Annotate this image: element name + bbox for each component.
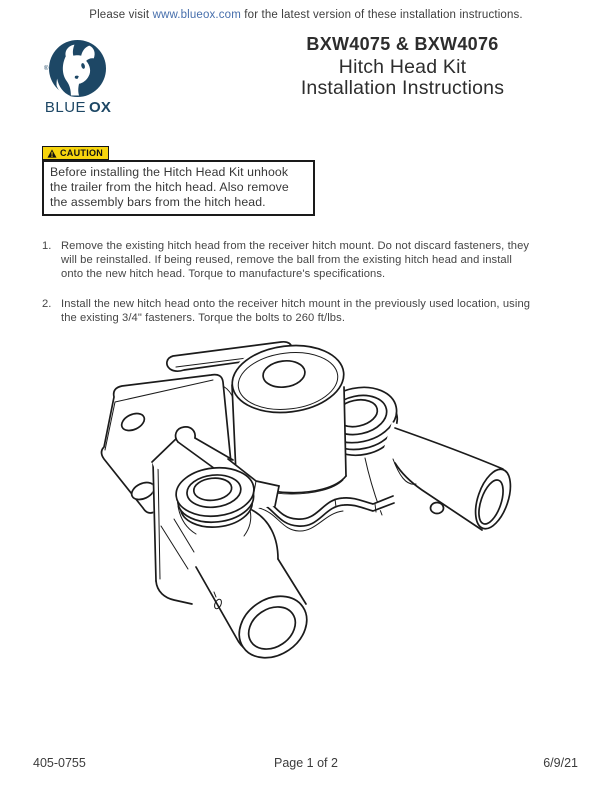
document-title: [240, 34, 565, 99]
step-2-text: Install the new hitch head onto the receiver hitch mount in the previously used location, using the existing 3/4" fasteners. Torque the bolts to 260 ft/lbs.: [61, 298, 531, 325]
blue-ox-wordmark: [36, 99, 120, 116]
wordmark-ox: OX: [89, 99, 112, 116]
wordmark-blue: BLUE: [44, 99, 87, 116]
doc-type: Installation Instructions: [300, 77, 505, 99]
part-number: 405-0755: [33, 756, 86, 770]
instruction-steps: [42, 240, 579, 343]
step-2-number: 2.: [42, 298, 52, 311]
blue-ox-logo: [49, 40, 106, 97]
hitch-head-figure: [92, 338, 522, 668]
page-indicator: Page 1 of 2: [274, 756, 338, 770]
latest-version-notice: [0, 9, 612, 21]
notice-text-pre: Please visit: [89, 9, 153, 21]
model-numbers: BXW4075 & BXW4076: [306, 34, 499, 54]
step-1: [42, 240, 579, 281]
step-1-number: 1.: [42, 240, 52, 252]
revision-date: 6/9/21: [543, 756, 578, 770]
step-1-text: Remove the existing hitch head from the receiver hitch mount. Do not discard fasteners, they will be reinstalled. If being reused, remove the ball from the existing hitch head and install onto the new hitch head. Torque to manufacture's specifications.: [61, 240, 530, 280]
caution-badge: [42, 146, 109, 160]
registered-trademark: ®: [44, 66, 49, 72]
caution-box: Before installing the Hitch Head Kit unhook the trailer from the hitch head. Also remove the assembly bars from the hitch head.: [42, 160, 315, 216]
assembly-bar-socket-left: [191, 510, 318, 668]
caution-label: CAUTION: [60, 148, 104, 158]
assembly-bar-socket-right: [365, 422, 517, 538]
product-name: Hitch Head Kit: [338, 56, 467, 78]
warning-triangle-icon: [47, 149, 57, 158]
blueox-website-link[interactable]: www.blueox.com: [152, 9, 241, 21]
notice-text-post: for the latest version of these installation instructions.: [240, 9, 523, 21]
step-2: [42, 298, 579, 326]
